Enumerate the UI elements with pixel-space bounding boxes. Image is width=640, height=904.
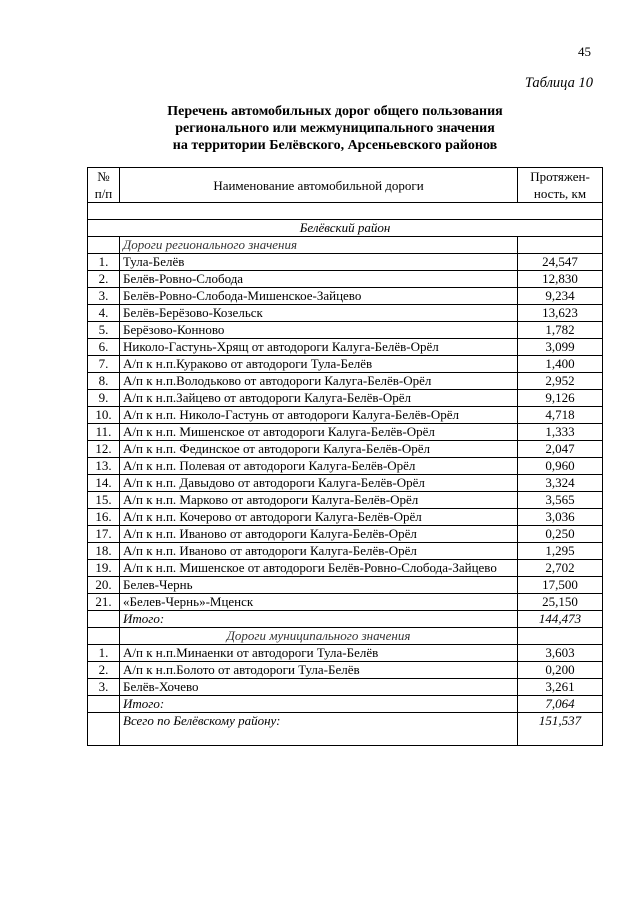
road-name: А/п к н.п.Володьково от автодороги Калуга-Белёв-Орёл [120, 373, 518, 390]
header-length: Протяжен-ность, км [518, 168, 603, 203]
road-length: 25,150 [518, 594, 603, 611]
regional-heading-row [88, 237, 603, 254]
road-name: Белёв-Ровно-Слобода [120, 271, 518, 288]
road-number: 3. [88, 288, 120, 305]
district-row [88, 220, 603, 237]
road-number: 4. [88, 305, 120, 322]
regional-road-row [88, 271, 603, 288]
road-name: Тула-Белёв [120, 254, 518, 271]
regional-road-row [88, 288, 603, 305]
road-number: 14. [88, 475, 120, 492]
road-number: 18. [88, 543, 120, 560]
road-number: 7. [88, 356, 120, 373]
road-length: 2,047 [518, 441, 603, 458]
title-line-2: регионального или межмуниципального значения [175, 121, 495, 136]
roads-table [87, 167, 603, 746]
regional-total-label: Итого: [120, 611, 518, 628]
municipal-total-row [88, 696, 603, 713]
regional-road-row [88, 441, 603, 458]
road-name: А/п к н.п. Мишенское от автодороги Калуга-Белёв-Орёл [120, 424, 518, 441]
road-name: А/п к н.п. Иваново от автодороги Калуга-Белёв-Орёл [120, 526, 518, 543]
road-number: 2. [88, 662, 120, 679]
header-row [88, 168, 603, 203]
regional-road-row [88, 407, 603, 424]
table-title [80, 103, 590, 154]
road-number: 11. [88, 424, 120, 441]
regional-total-row [88, 611, 603, 628]
regional-road-row [88, 594, 603, 611]
road-name: Белёв-Ровно-Слобода-Мишенское-Зайцево [120, 288, 518, 305]
municipal-heading-row [88, 628, 603, 645]
road-length: 3,565 [518, 492, 603, 509]
road-name: А/п к н.п.Минаенки от автодороги Тула-Белёв [120, 645, 518, 662]
road-name: А/п к н.п. Марково от автодороги Калуга-Белёв-Орёл [120, 492, 518, 509]
road-length: 1,782 [518, 322, 603, 339]
road-number: 10. [88, 407, 120, 424]
road-length: 1,400 [518, 356, 603, 373]
title-line-3: на территории Белёвского, Арсеньевского районов [172, 138, 498, 153]
grand-total-label: Всего по Белёвскому району: [120, 713, 518, 746]
road-length: 17,500 [518, 577, 603, 594]
road-number: 12. [88, 441, 120, 458]
road-number: 16. [88, 509, 120, 526]
road-name: «Белев-Чернь»-Мценск [120, 594, 518, 611]
road-name: А/п к н.п. Давыдово от автодороги Калуга-Белёв-Орёл [120, 475, 518, 492]
regional-road-row [88, 305, 603, 322]
road-length: 2,702 [518, 560, 603, 577]
road-number: 3. [88, 679, 120, 696]
municipal-total-value: 7,064 [518, 696, 603, 713]
road-name: А/п к н.п. Иваново от автодороги Калуга-Белёв-Орёл [120, 543, 518, 560]
road-name: Берёзово-Конново [120, 322, 518, 339]
road-name: А/п к н.п.Кураково от автодороги Тула-Белёв [120, 356, 518, 373]
road-name: Белев-Чернь [120, 577, 518, 594]
road-length: 9,126 [518, 390, 603, 407]
grand-total-value: 151,537 [518, 713, 603, 746]
road-length: 0,200 [518, 662, 603, 679]
regional-heading: Дороги регионального значения [120, 237, 518, 254]
road-number: 8. [88, 373, 120, 390]
regional-road-row [88, 560, 603, 577]
regional-road-row [88, 543, 603, 560]
regional-road-row [88, 373, 603, 390]
road-number: 13. [88, 458, 120, 475]
road-name: А/п к н.п. Мишенское от автодороги Белёв-Ровно-Слобода-Зайцево [120, 560, 518, 577]
road-length: 12,830 [518, 271, 603, 288]
municipal-road-row [88, 662, 603, 679]
page-number: 45 [578, 44, 591, 59]
regional-road-row [88, 390, 603, 407]
road-name: А/п к н.п. Николо-Гастунь от автодороги Калуга-Белёв-Орёл [120, 407, 518, 424]
road-length: 0,250 [518, 526, 603, 543]
road-name: А/п к н.п. Полевая от автодороги Калуга-Белёв-Орёл [120, 458, 518, 475]
road-number: 9. [88, 390, 120, 407]
road-length: 24,547 [518, 254, 603, 271]
header-name: Наименование автомобильной дороги [120, 168, 518, 203]
grand-total-row [88, 713, 603, 746]
district-name: Белёвский район [88, 220, 603, 237]
municipal-heading: Дороги муниципального значения [120, 628, 518, 645]
road-number: 5. [88, 322, 120, 339]
road-name: А/п к н.п. Кочерово от автодороги Калуга-Белёв-Орёл [120, 509, 518, 526]
municipal-road-row [88, 679, 603, 696]
regional-road-row [88, 322, 603, 339]
road-number: 21. [88, 594, 120, 611]
road-number: 17. [88, 526, 120, 543]
road-length: 3,324 [518, 475, 603, 492]
regional-road-row [88, 475, 603, 492]
regional-road-row [88, 526, 603, 543]
header-num: № п/п [88, 168, 120, 203]
road-length: 3,099 [518, 339, 603, 356]
road-number: 6. [88, 339, 120, 356]
road-length: 1,333 [518, 424, 603, 441]
regional-road-row [88, 577, 603, 594]
table-label: Таблица 10 [524, 75, 593, 91]
road-length: 0,960 [518, 458, 603, 475]
road-number: 15. [88, 492, 120, 509]
road-number: 19. [88, 560, 120, 577]
road-name: Белёв-Хочево [120, 679, 518, 696]
title-line-1: Перечень автомобильных дорог общего пользования [167, 104, 503, 119]
road-number: 2. [88, 271, 120, 288]
road-length: 13,623 [518, 305, 603, 322]
road-name: А/п к н.п.Зайцево от автодороги Калуга-Белёв-Орёл [120, 390, 518, 407]
road-name: Николо-Гастунь-Хрящ от автодороги Калуга-Белёв-Орёл [120, 339, 518, 356]
municipal-total-label: Итого: [120, 696, 518, 713]
regional-road-row [88, 458, 603, 475]
road-length: 2,952 [518, 373, 603, 390]
regional-road-row [88, 509, 603, 526]
road-number: 1. [88, 645, 120, 662]
road-number: 1. [88, 254, 120, 271]
road-length: 3,603 [518, 645, 603, 662]
road-length: 9,234 [518, 288, 603, 305]
road-length: 4,718 [518, 407, 603, 424]
road-length: 1,295 [518, 543, 603, 560]
road-name: Белёв-Берёзово-Козельск [120, 305, 518, 322]
regional-road-row [88, 254, 603, 271]
road-name: А/п к н.п.Болото от автодороги Тула-Белёв [120, 662, 518, 679]
road-number: 20. [88, 577, 120, 594]
regional-road-row [88, 356, 603, 373]
municipal-road-row [88, 645, 603, 662]
road-length: 3,261 [518, 679, 603, 696]
regional-road-row [88, 339, 603, 356]
spacer-row [88, 203, 603, 220]
regional-road-row [88, 424, 603, 441]
regional-total-value: 144,473 [518, 611, 603, 628]
road-length: 3,036 [518, 509, 603, 526]
regional-road-row [88, 492, 603, 509]
road-name: А/п к н.п. Фединское от автодороги Калуга-Белёв-Орёл [120, 441, 518, 458]
